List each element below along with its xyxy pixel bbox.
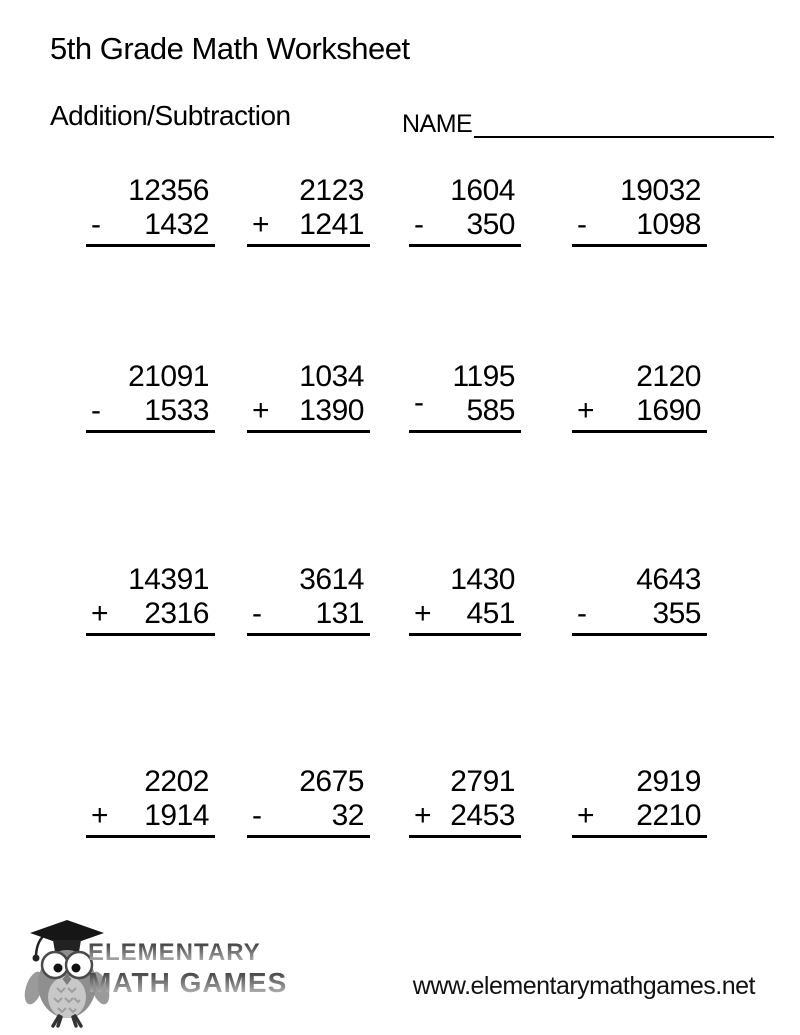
name-label: NAME <box>402 110 473 138</box>
math-problem <box>86 174 215 247</box>
math-problem <box>572 563 707 636</box>
math-problem <box>409 563 521 636</box>
answer-line <box>247 597 370 636</box>
operator: - <box>252 799 262 832</box>
operator: - <box>577 208 587 241</box>
bottom-operand: 451 <box>466 597 515 630</box>
operator: - <box>577 597 587 630</box>
operator: + <box>577 394 595 427</box>
bottom-operand: 1690 <box>636 394 701 427</box>
answer-line <box>247 208 370 247</box>
math-problem <box>86 765 215 838</box>
operator: - <box>414 208 424 241</box>
worksheet-type-heading: Addition/Subtraction <box>50 100 291 131</box>
top-operand: 2919 <box>636 765 701 798</box>
answer-line <box>572 799 707 838</box>
math-problem <box>572 174 707 247</box>
math-problem <box>247 765 370 838</box>
math-problem <box>247 174 370 247</box>
math-problem <box>572 360 707 433</box>
bottom-operand: 131 <box>315 597 364 630</box>
math-problem <box>86 563 215 636</box>
math-problem <box>572 765 707 838</box>
top-operand: 14391 <box>128 563 209 596</box>
top-operand: 4643 <box>636 563 701 596</box>
top-operand: 12356 <box>128 174 209 207</box>
answer-line <box>572 597 707 636</box>
bottom-operand: 1241 <box>299 208 364 241</box>
bottom-operand: 1533 <box>144 394 209 427</box>
top-operand: 1195 <box>452 360 515 393</box>
top-operand: 2791 <box>450 765 515 798</box>
top-operand: 2202 <box>144 765 209 798</box>
answer-line <box>86 208 215 247</box>
operator: + <box>252 208 270 241</box>
page-title: 5th Grade Math Worksheet <box>50 31 410 66</box>
operator: - <box>91 394 101 427</box>
top-operand: 21091 <box>128 360 209 393</box>
logo-line-elementary: ELEMENTARY <box>88 941 287 965</box>
answer-line <box>572 208 707 247</box>
top-operand: 3614 <box>299 563 364 596</box>
bottom-operand: 1432 <box>144 208 209 241</box>
answer-line <box>247 799 370 838</box>
top-operand: 1604 <box>450 174 515 207</box>
top-operand: 1034 <box>299 360 364 393</box>
bottom-operand: 585 <box>466 394 515 427</box>
answer-line <box>86 597 215 636</box>
website-url: www.elementarymathgames.net <box>412 972 755 1000</box>
operator: + <box>252 394 270 427</box>
operator: - <box>252 597 262 630</box>
operator: + <box>414 597 432 630</box>
math-problem <box>409 765 521 838</box>
operator: + <box>414 799 432 832</box>
name-fill-in-line[interactable] <box>474 112 774 138</box>
operator: + <box>91 799 109 832</box>
logo-wordmark <box>88 941 287 997</box>
answer-line <box>572 394 707 433</box>
math-problem <box>247 360 370 433</box>
answer-line <box>86 394 215 433</box>
answer-line <box>409 208 521 247</box>
operator: + <box>91 597 109 630</box>
operator: + <box>577 799 595 832</box>
top-operand: 2675 <box>299 765 364 798</box>
bottom-operand: 2210 <box>636 799 701 832</box>
math-problem <box>247 563 370 636</box>
bottom-operand: 1390 <box>299 394 364 427</box>
bottom-operand: 1098 <box>636 208 701 241</box>
math-problem <box>409 360 521 433</box>
math-problem <box>409 174 521 247</box>
math-problem <box>86 360 215 433</box>
answer-line <box>86 799 215 838</box>
bottom-operand: 1914 <box>144 799 209 832</box>
operator: - <box>414 386 424 419</box>
bottom-operand: 2453 <box>450 799 515 832</box>
top-operand: 1430 <box>450 563 515 596</box>
bottom-operand: 32 <box>331 799 364 832</box>
top-operand: 2120 <box>636 360 701 393</box>
bottom-operand: 2316 <box>144 597 209 630</box>
answer-line <box>409 597 521 636</box>
answer-line <box>409 386 521 433</box>
top-operand: 2123 <box>299 174 364 207</box>
operator: - <box>91 208 101 241</box>
answer-line <box>409 799 521 838</box>
bottom-operand: 355 <box>652 597 701 630</box>
answer-line <box>247 394 370 433</box>
logo-line-math-games: MATH GAMES <box>88 967 288 998</box>
top-operand: 19032 <box>620 174 701 207</box>
bottom-operand: 350 <box>466 208 515 241</box>
